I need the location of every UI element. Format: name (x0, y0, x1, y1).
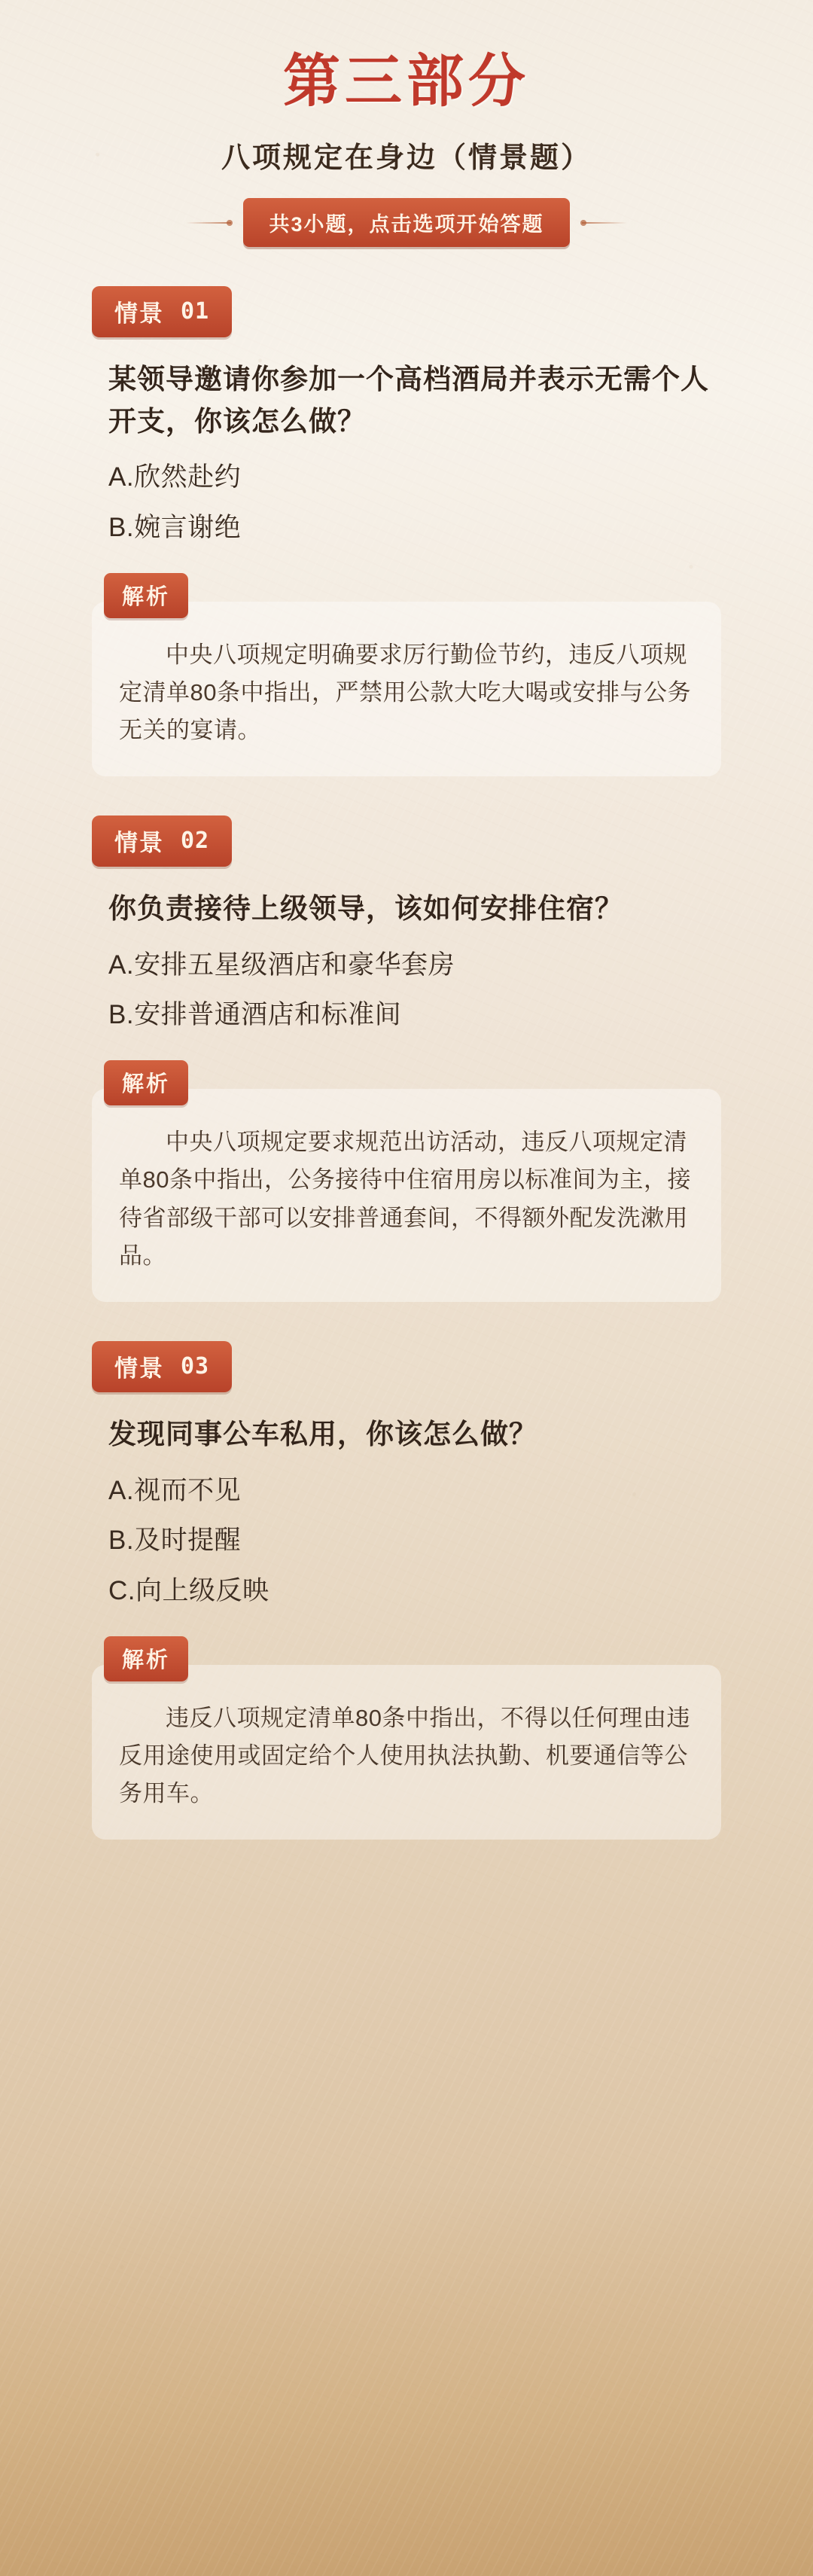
scene-number: 02 (181, 828, 210, 855)
option-a[interactable]: A.视而不见 (108, 1475, 242, 1505)
explanation-label: 解析 (104, 573, 188, 618)
page-subtitle: 八项规定在身边（情景题） (221, 140, 592, 174)
scene-section-01 (60, 247, 753, 776)
option-b[interactable]: B.婉言谢绝 (108, 512, 242, 542)
explanation-01 (92, 573, 721, 777)
options-list-02 (108, 947, 753, 1035)
option-a[interactable]: A.欣然赴约 (108, 462, 242, 492)
option-a[interactable]: A.安排五星级酒店和豪华套房 (108, 950, 455, 980)
explanation-label: 解析 (104, 1636, 188, 1681)
options-list-01 (108, 459, 753, 547)
options-list-03 (108, 1472, 753, 1611)
tagline-row (0, 198, 813, 247)
explanation-03 (92, 1636, 721, 1840)
flourish-right-icon (582, 222, 627, 224)
scene-label: 情景 (114, 830, 164, 857)
explanation-text: 中央八项规定明确要求厉行勤俭节约，违反八项规定清单80条中指出，严禁用公款大吃大喝或安排与公务无关的宴请。 (92, 602, 721, 777)
explanation-text: 违反八项规定清单80条中指出，不得以任何理由违反用途使用或固定给个人使用执法执勤、机要通信等公务用车。 (92, 1665, 721, 1840)
option-c[interactable]: C.向上级反映 (108, 1576, 269, 1606)
explanation-02 (92, 1060, 721, 1302)
question-text: 你负责接待上级领导，该如何安排住宿？ (108, 892, 623, 925)
scene-badge-03 (92, 1341, 232, 1392)
question-text: 某领导邀请你参加一个高档酒局并表示无需个人开支，你该怎么做？ (108, 362, 709, 437)
scene-badge-01 (92, 286, 232, 337)
explanation-label: 解析 (104, 1060, 188, 1105)
explanation-text: 中央八项规定要求规范出访活动，违反八项规定清单80条中指出，公务接待中住宿用房以标准间为主，接待省部级干部可以安排普通套间，不得额外配发洗漱用品。 (92, 1089, 721, 1302)
scene-badge-02 (92, 815, 232, 867)
scene-section-02 (60, 776, 753, 1302)
tagline-badge: 共3小题，点击选项开始答题 (243, 198, 569, 247)
page-title: 第三部分 (283, 47, 530, 114)
poster-header (0, 0, 813, 247)
flourish-left-icon (186, 222, 231, 224)
scene-label: 情景 (114, 300, 164, 327)
question-text: 发现同事公车私用，你该怎么做？ (108, 1417, 537, 1451)
bottom-spacer (0, 1840, 813, 1930)
scene-number: 03 (181, 1353, 210, 1380)
scene-section-03 (60, 1302, 753, 1840)
option-b[interactable]: B.安排普通酒店和标准间 (108, 1000, 402, 1030)
scene-label: 情景 (114, 1355, 164, 1383)
option-b[interactable]: B.及时提醒 (108, 1526, 242, 1556)
scene-number: 01 (181, 298, 210, 325)
